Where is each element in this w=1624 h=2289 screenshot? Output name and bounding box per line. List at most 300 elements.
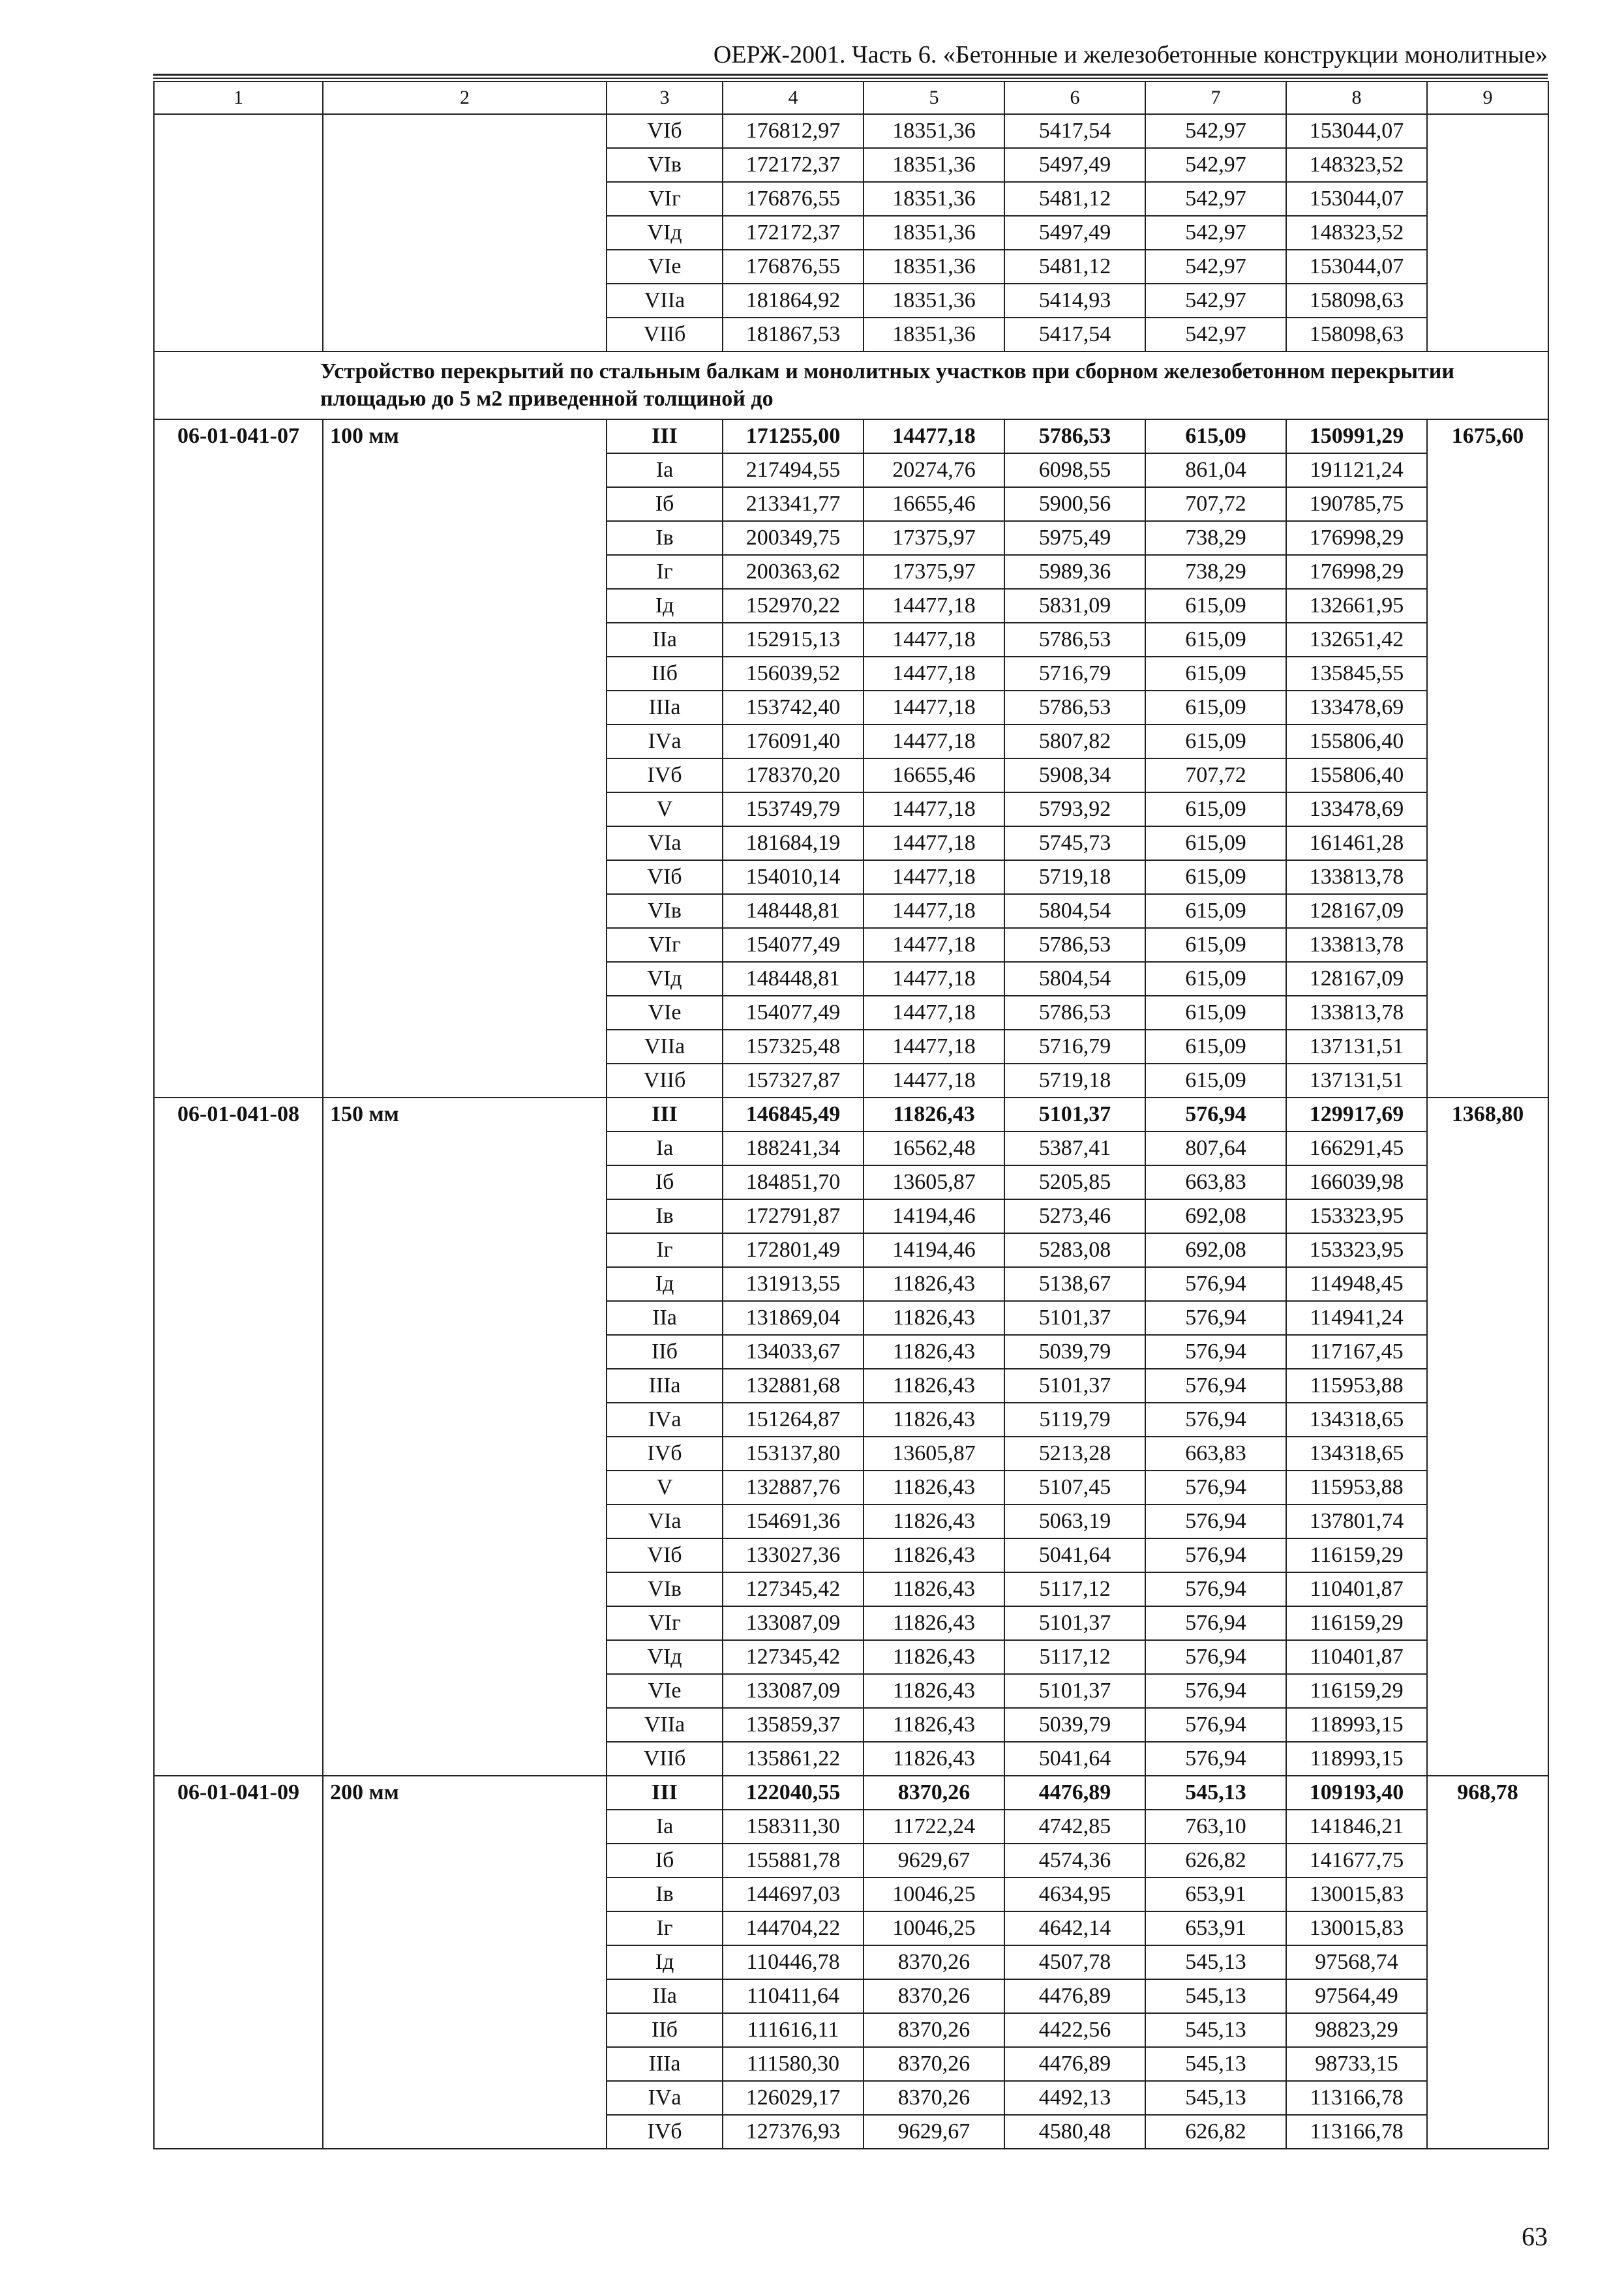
value-cell: 14477,18: [864, 792, 1004, 826]
table-row: [154, 1267, 1548, 1301]
zone-cell: IVб: [607, 1437, 723, 1471]
zone-cell: Iд: [607, 1267, 723, 1301]
value-cell: 5414,93: [1004, 284, 1145, 318]
rate-code-cell: [154, 1233, 323, 1267]
rate-name-cell: [323, 1708, 607, 1742]
zone-cell: IIа: [607, 1301, 723, 1335]
table-row: [154, 1911, 1548, 1945]
zone-cell: VIIа: [607, 1708, 723, 1742]
rate-name-cell: [323, 182, 607, 216]
rate-code-cell: [154, 1979, 323, 2013]
value-cell: 615,09: [1145, 1064, 1286, 1098]
value-cell: 98823,29: [1286, 2013, 1427, 2047]
value-cell: 9629,67: [864, 1844, 1004, 1878]
rate-code-cell: [154, 928, 323, 962]
value-cell: 171255,00: [723, 419, 864, 453]
rate-code-cell: [154, 792, 323, 826]
value-cell: 200363,62: [723, 555, 864, 589]
value-cell: 133027,36: [723, 1538, 864, 1572]
table-row: [154, 792, 1548, 826]
zone-cell: VIе: [607, 996, 723, 1030]
value-cell: 153749,79: [723, 792, 864, 826]
rate-code-cell: [154, 758, 323, 792]
rate-name-cell: [323, 1979, 607, 2013]
zone-cell: Iв: [607, 1199, 723, 1233]
table-row: [154, 1335, 1548, 1369]
rate-name-cell: [323, 1572, 607, 1606]
header-rule: [153, 74, 1548, 76]
total-cell: [1427, 1538, 1548, 1572]
value-cell: 98733,15: [1286, 2047, 1427, 2081]
table-row: [154, 758, 1548, 792]
total-cell: [1427, 1301, 1548, 1335]
total-cell: [1427, 1640, 1548, 1674]
rate-code-cell: [154, 1335, 323, 1369]
table-row: [154, 657, 1548, 691]
rate-name-cell: [323, 216, 607, 250]
table-row: [154, 623, 1548, 657]
value-cell: 545,13: [1145, 1776, 1286, 1810]
zone-cell: VIIб: [607, 318, 723, 352]
value-cell: 10046,25: [864, 1911, 1004, 1945]
total-cell: [1427, 1165, 1548, 1199]
table-row: [154, 894, 1548, 928]
table-row: [154, 1199, 1548, 1233]
value-cell: 16655,46: [864, 758, 1004, 792]
zone-cell: IIб: [607, 2013, 723, 2047]
table-row: [154, 250, 1548, 284]
rate-name-cell: [323, 1742, 607, 1776]
rate-code-cell: [154, 182, 323, 216]
value-cell: 116159,29: [1286, 1538, 1427, 1572]
table-row: [154, 521, 1548, 555]
rate-name-cell: [323, 962, 607, 996]
value-cell: 11826,43: [864, 1301, 1004, 1335]
rate-code-cell: [154, 1708, 323, 1742]
rate-name-cell: [323, 860, 607, 894]
value-cell: 5804,54: [1004, 962, 1145, 996]
value-cell: 5101,37: [1004, 1301, 1145, 1335]
value-cell: 615,09: [1145, 792, 1286, 826]
value-cell: 626,82: [1145, 2115, 1286, 2149]
value-cell: 5101,37: [1004, 1674, 1145, 1708]
value-cell: 11826,43: [864, 1267, 1004, 1301]
total-cell: [1427, 758, 1548, 792]
rate-name-cell: [323, 2081, 607, 2115]
value-cell: 110446,78: [723, 1945, 864, 1979]
zone-cell: IIа: [607, 623, 723, 657]
value-cell: 11826,43: [864, 1403, 1004, 1437]
value-cell: 5497,49: [1004, 148, 1145, 182]
rate-name-cell: [323, 1267, 607, 1301]
value-cell: 615,09: [1145, 996, 1286, 1030]
value-cell: 5745,73: [1004, 826, 1145, 860]
value-cell: 615,09: [1145, 962, 1286, 996]
value-cell: 8370,26: [864, 2013, 1004, 2047]
total-cell: [1427, 114, 1548, 148]
rate-name-cell: [323, 521, 607, 555]
rate-name-cell: [323, 623, 607, 657]
zone-cell: Iв: [607, 521, 723, 555]
value-cell: 144697,03: [723, 1878, 864, 1911]
table-row: [154, 1369, 1548, 1403]
value-cell: 148448,81: [723, 962, 864, 996]
value-cell: 8370,26: [864, 1945, 1004, 1979]
zone-cell: VIб: [607, 114, 723, 148]
value-cell: 153137,80: [723, 1437, 864, 1471]
table-row: [154, 996, 1548, 1030]
total-cell: [1427, 216, 1548, 250]
column-number: 2: [323, 82, 607, 114]
value-cell: 626,82: [1145, 1844, 1286, 1878]
value-cell: 181684,19: [723, 826, 864, 860]
rate-code-cell: [154, 148, 323, 182]
rate-name-cell: [323, 148, 607, 182]
rate-code-cell: [154, 1369, 323, 1403]
rate-name-cell: [323, 1030, 607, 1064]
value-cell: 131913,55: [723, 1267, 864, 1301]
value-cell: 153323,95: [1286, 1233, 1427, 1267]
table-row: [154, 1606, 1548, 1640]
value-cell: 5041,64: [1004, 1742, 1145, 1776]
rate-code-cell: [154, 1064, 323, 1098]
zone-cell: VIб: [607, 1538, 723, 1572]
rate-name-cell: [323, 1369, 607, 1403]
rate-code-cell: [154, 725, 323, 758]
table-row: [154, 216, 1548, 250]
value-cell: 184851,70: [723, 1165, 864, 1199]
value-cell: 14477,18: [864, 657, 1004, 691]
value-cell: 133813,78: [1286, 928, 1427, 962]
value-cell: 157327,87: [723, 1064, 864, 1098]
zone-cell: Iб: [607, 1165, 723, 1199]
value-cell: 118993,15: [1286, 1742, 1427, 1776]
table-row: [154, 2013, 1548, 2047]
value-cell: 8370,26: [864, 2081, 1004, 2115]
total-cell: [1427, 2013, 1548, 2047]
total-cell: [1427, 487, 1548, 521]
value-cell: 20274,76: [864, 453, 1004, 487]
value-cell: 653,91: [1145, 1878, 1286, 1911]
zone-cell: Iд: [607, 1945, 723, 1979]
value-cell: 110401,87: [1286, 1572, 1427, 1606]
value-cell: 615,09: [1145, 725, 1286, 758]
value-cell: 127376,93: [723, 2115, 864, 2149]
rate-name-cell: 200 мм: [323, 1776, 607, 1810]
value-cell: 151264,87: [723, 1403, 864, 1437]
value-cell: 188241,34: [723, 1131, 864, 1165]
table-row: [154, 962, 1548, 996]
rate-code-cell: [154, 284, 323, 318]
value-cell: 18351,36: [864, 114, 1004, 148]
total-cell: [1427, 182, 1548, 216]
total-cell: [1427, 1335, 1548, 1369]
value-cell: 6098,55: [1004, 453, 1145, 487]
value-cell: 111616,11: [723, 2013, 864, 2047]
rate-code-cell: [154, 555, 323, 589]
value-cell: 11826,43: [864, 1471, 1004, 1504]
value-cell: 5975,49: [1004, 521, 1145, 555]
value-cell: 135859,37: [723, 1708, 864, 1742]
value-cell: 4580,48: [1004, 2115, 1145, 2149]
rate-name-cell: [323, 1165, 607, 1199]
table-row: [154, 1233, 1548, 1267]
value-cell: 11826,43: [864, 1708, 1004, 1742]
value-cell: 137801,74: [1286, 1504, 1427, 1538]
table-row: [154, 1776, 1548, 1810]
value-cell: 5786,53: [1004, 996, 1145, 1030]
value-cell: 181867,53: [723, 318, 864, 352]
rate-code-cell: [154, 216, 323, 250]
value-cell: 5481,12: [1004, 182, 1145, 216]
value-cell: 135861,22: [723, 1742, 864, 1776]
value-cell: 109193,40: [1286, 1776, 1427, 1810]
rate-code-cell: [154, 250, 323, 284]
value-cell: 132661,95: [1286, 589, 1427, 623]
zone-cell: VIг: [607, 1606, 723, 1640]
value-cell: 141846,21: [1286, 1810, 1427, 1844]
value-cell: 110401,87: [1286, 1640, 1427, 1674]
value-cell: 615,09: [1145, 419, 1286, 453]
total-cell: [1427, 657, 1548, 691]
total-cell: [1427, 860, 1548, 894]
value-cell: 111580,30: [723, 2047, 864, 2081]
zone-cell: IIб: [607, 1335, 723, 1369]
value-cell: 4634,95: [1004, 1878, 1145, 1911]
value-cell: 5908,34: [1004, 758, 1145, 792]
value-cell: 153044,07: [1286, 114, 1427, 148]
value-cell: 807,64: [1145, 1131, 1286, 1165]
value-cell: 4507,78: [1004, 1945, 1145, 1979]
rate-code-cell: [154, 2013, 323, 2047]
rate-name-cell: [323, 1640, 607, 1674]
rate-name-cell: [323, 996, 607, 1030]
table-row: [154, 725, 1548, 758]
zone-cell: V: [607, 1471, 723, 1504]
total-cell: [1427, 250, 1548, 284]
column-number-row: [154, 82, 1548, 114]
total-cell: [1427, 2047, 1548, 2081]
rate-code-cell: [154, 1640, 323, 1674]
value-cell: 114948,45: [1286, 1267, 1427, 1301]
value-cell: 542,97: [1145, 250, 1286, 284]
value-cell: 11722,24: [864, 1810, 1004, 1844]
table-row: [154, 284, 1548, 318]
zone-cell: VIб: [607, 860, 723, 894]
total-cell: [1427, 1369, 1548, 1403]
column-number: 8: [1286, 82, 1427, 114]
value-cell: 545,13: [1145, 2047, 1286, 2081]
value-cell: 14477,18: [864, 623, 1004, 657]
rate-name-cell: [323, 1064, 607, 1098]
zone-cell: IVа: [607, 2081, 723, 2115]
value-cell: 576,94: [1145, 1098, 1286, 1131]
rate-code-cell: [154, 1437, 323, 1471]
value-cell: 763,10: [1145, 1810, 1286, 1844]
rate-name-cell: [323, 928, 607, 962]
total-cell: [1427, 1131, 1548, 1165]
value-cell: 128167,09: [1286, 962, 1427, 996]
column-number: 5: [864, 82, 1004, 114]
rate-code-cell: [154, 2081, 323, 2115]
value-cell: 110411,64: [723, 1979, 864, 2013]
value-cell: 14477,18: [864, 589, 1004, 623]
total-cell: [1427, 1064, 1548, 1098]
zone-cell: VIд: [607, 1640, 723, 1674]
zone-cell: VIв: [607, 894, 723, 928]
zone-cell: Iб: [607, 487, 723, 521]
rate-name-cell: [323, 1199, 607, 1233]
total-cell: [1427, 1844, 1548, 1878]
zone-cell: IIIа: [607, 1369, 723, 1403]
rate-code-cell: [154, 2047, 323, 2081]
column-number: 3: [607, 82, 723, 114]
rate-name-cell: [323, 1911, 607, 1945]
rate-name-cell: [323, 657, 607, 691]
rate-name-cell: [323, 1471, 607, 1504]
value-cell: 133813,78: [1286, 860, 1427, 894]
value-cell: 576,94: [1145, 1742, 1286, 1776]
total-cell: [1427, 1572, 1548, 1606]
rate-code-cell: [154, 657, 323, 691]
value-cell: 4642,14: [1004, 1911, 1145, 1945]
value-cell: 113166,78: [1286, 2115, 1427, 2149]
zone-cell: IIб: [607, 657, 723, 691]
table-row: [154, 1572, 1548, 1606]
zone-cell: IVа: [607, 725, 723, 758]
zone-cell: III: [607, 419, 723, 453]
value-cell: 117167,45: [1286, 1335, 1427, 1369]
value-cell: 5138,67: [1004, 1267, 1145, 1301]
total-cell: [1427, 928, 1548, 962]
value-cell: 615,09: [1145, 691, 1286, 725]
zone-cell: VIIб: [607, 1064, 723, 1098]
total-cell: [1427, 826, 1548, 860]
value-cell: 16655,46: [864, 487, 1004, 521]
table-row: [154, 1979, 1548, 2013]
value-cell: 5417,54: [1004, 318, 1145, 352]
table-row: [154, 691, 1548, 725]
rate-code-cell: [154, 1403, 323, 1437]
value-cell: 115953,88: [1286, 1369, 1427, 1403]
value-cell: 576,94: [1145, 1538, 1286, 1572]
total-cell: [1427, 2115, 1548, 2149]
value-cell: 576,94: [1145, 1301, 1286, 1335]
value-cell: 130015,83: [1286, 1878, 1427, 1911]
total-cell: [1427, 284, 1548, 318]
value-cell: 576,94: [1145, 1674, 1286, 1708]
value-cell: 161461,28: [1286, 826, 1427, 860]
value-cell: 11826,43: [864, 1098, 1004, 1131]
rate-code-cell: [154, 996, 323, 1030]
value-cell: 707,72: [1145, 487, 1286, 521]
table-row: [154, 2081, 1548, 2115]
value-cell: 133478,69: [1286, 792, 1427, 826]
value-cell: 191121,24: [1286, 453, 1427, 487]
zone-cell: III: [607, 1098, 723, 1131]
value-cell: 155806,40: [1286, 725, 1427, 758]
value-cell: 5039,79: [1004, 1335, 1145, 1369]
rate-code-cell: [154, 521, 323, 555]
table-row: [154, 1030, 1548, 1064]
value-cell: 5273,46: [1004, 1199, 1145, 1233]
rate-name-cell: [323, 284, 607, 318]
rate-name-cell: [323, 487, 607, 521]
table-row: [154, 487, 1548, 521]
value-cell: 131869,04: [723, 1301, 864, 1335]
table-row: [154, 1165, 1548, 1199]
table-row: [154, 182, 1548, 216]
rate-code-cell: 06-01-041-09: [154, 1776, 323, 1810]
rate-code-cell: 06-01-041-07: [154, 419, 323, 453]
total-cell: 1675,60: [1427, 419, 1548, 453]
rate-code-cell: [154, 589, 323, 623]
total-cell: [1427, 725, 1548, 758]
value-cell: 153742,40: [723, 691, 864, 725]
total-cell: [1427, 1979, 1548, 2013]
zone-cell: VIIб: [607, 1742, 723, 1776]
value-cell: 8370,26: [864, 1776, 1004, 1810]
value-cell: 11826,43: [864, 1640, 1004, 1674]
value-cell: 144704,22: [723, 1911, 864, 1945]
value-cell: 154010,14: [723, 860, 864, 894]
value-cell: 113166,78: [1286, 2081, 1427, 2115]
value-cell: 4422,56: [1004, 2013, 1145, 2047]
value-cell: 14477,18: [864, 725, 1004, 758]
value-cell: 217494,55: [723, 453, 864, 487]
rate-code-cell: [154, 894, 323, 928]
total-cell: [1427, 1945, 1548, 1979]
column-number: 6: [1004, 82, 1145, 114]
rate-name-cell: [323, 2115, 607, 2149]
value-cell: 181864,92: [723, 284, 864, 318]
value-cell: 132651,42: [1286, 623, 1427, 657]
section-title: Устройство перекрытий по стальным балкам и монолитных участков при сборном железобетонном перекрытии площадью до 5 м2 приведенной толщиной до: [154, 352, 1548, 419]
table-row: [154, 1504, 1548, 1538]
table-row: [154, 1742, 1548, 1776]
rate-code-cell: [154, 2115, 323, 2149]
value-cell: 615,09: [1145, 860, 1286, 894]
value-cell: 11826,43: [864, 1538, 1004, 1572]
table-row: [154, 453, 1548, 487]
value-cell: 134318,65: [1286, 1437, 1427, 1471]
value-cell: 5119,79: [1004, 1403, 1145, 1437]
value-cell: 14477,18: [864, 419, 1004, 453]
value-cell: 576,94: [1145, 1267, 1286, 1301]
rate-code-cell: [154, 860, 323, 894]
value-cell: 148323,52: [1286, 148, 1427, 182]
rate-code-cell: [154, 1742, 323, 1776]
table-row: [154, 1437, 1548, 1471]
rate-code-cell: [154, 1471, 323, 1504]
value-cell: 155881,78: [723, 1844, 864, 1878]
value-cell: 8370,26: [864, 1979, 1004, 2013]
rate-code-cell: [154, 1030, 323, 1064]
total-cell: [1427, 521, 1548, 555]
value-cell: 576,94: [1145, 1403, 1286, 1437]
total-cell: [1427, 1403, 1548, 1437]
rate-code-cell: 06-01-041-08: [154, 1098, 323, 1131]
value-cell: 5205,85: [1004, 1165, 1145, 1199]
total-cell: [1427, 1233, 1548, 1267]
table-row: [154, 1471, 1548, 1504]
zone-cell: VIд: [607, 962, 723, 996]
table-row: [154, 1538, 1548, 1572]
value-cell: 178370,20: [723, 758, 864, 792]
value-cell: 707,72: [1145, 758, 1286, 792]
rate-code-cell: [154, 1538, 323, 1572]
rate-code-cell: [154, 1911, 323, 1945]
